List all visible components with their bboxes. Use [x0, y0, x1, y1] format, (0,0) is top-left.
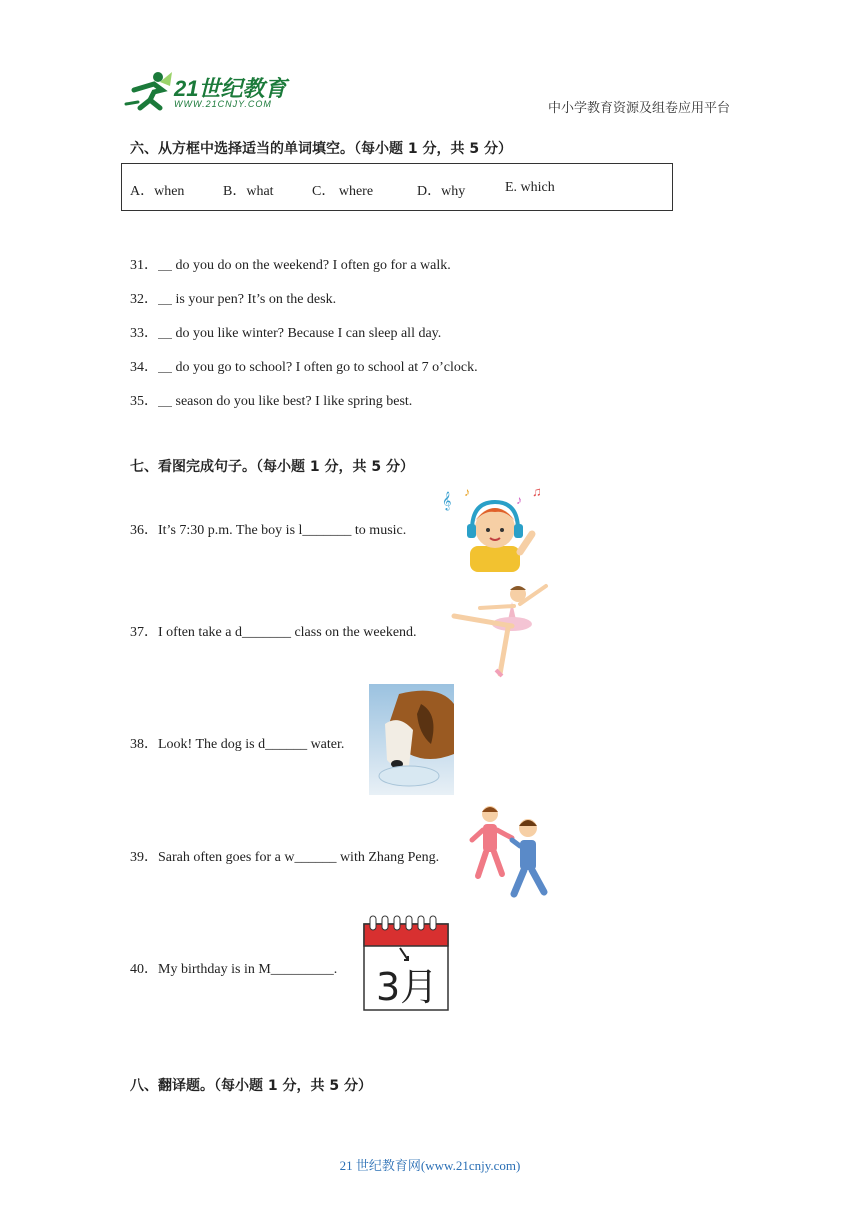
section-6-title: 六、从方框中选择适当的单词填空。（每小题 1 分，共 5 分）: [130, 141, 512, 157]
question-35: 35．＿ season do you like best? I like spring best.: [130, 394, 413, 409]
option-c: C． where: [312, 184, 374, 199]
question-34: 34．＿ do you go to school? I often go to school at 7 o’clock.: [130, 360, 478, 375]
option-e: E. which: [505, 180, 555, 195]
svg-text:♪: ♪: [464, 485, 470, 499]
question-32: 32．＿ is your pen? It’s on the desk.: [130, 292, 337, 307]
question-36: 36．It’s 7:30 p.m. The boy is l_______ to music.: [130, 523, 407, 538]
option-a: A．when: [130, 184, 185, 199]
site-logo: [124, 68, 294, 116]
ballet-dancer-image: [450, 580, 550, 678]
question-37: 37．I often take a d_______ class on the weekend.: [130, 625, 417, 640]
logo-text: 21世纪教育: [174, 76, 287, 101]
dog-drinking-image: [369, 684, 454, 795]
calendar-month-text: 3月: [376, 965, 439, 1009]
march-calendar-image: [362, 914, 450, 1012]
question-38: 38．Look! The dog is d______ water.: [130, 737, 345, 752]
section-8-title: 八、翻译题。（每小题 1 分，共 5 分）: [130, 1078, 372, 1094]
runner-logo-icon: [124, 68, 174, 116]
header-platform-text: 中小学教育资源及组卷应用平台: [547, 101, 730, 116]
option-b: B．what: [223, 184, 274, 199]
svg-text:𝄞: 𝄞: [442, 493, 452, 510]
footer-text: 21 世纪教育网(www.21cnjy.com): [339, 1158, 521, 1173]
option-d: D．why: [417, 184, 466, 199]
svg-text:♫: ♫: [532, 484, 542, 499]
question-40: 40．My birthday is in M_________.: [130, 962, 338, 977]
question-33: 33．＿ do you like winter? Because I can sleep all day.: [130, 326, 442, 341]
svg-text:♪: ♪: [516, 493, 522, 507]
children-walking-image: [468, 802, 552, 902]
boy-headphones-image: [440, 484, 550, 572]
question-39: 39．Sarah often goes for a w______ with Zhang Peng.: [130, 850, 440, 865]
section-7-title: 七、看图完成句子。（每小题 1 分，共 5 分）: [130, 459, 414, 475]
logo-subtext: WWW.21CNJY.COM: [174, 99, 272, 109]
question-31: 31．＿ do you do on the weekend? I often go for a walk.: [130, 258, 451, 273]
word-choice-box: [121, 163, 673, 211]
